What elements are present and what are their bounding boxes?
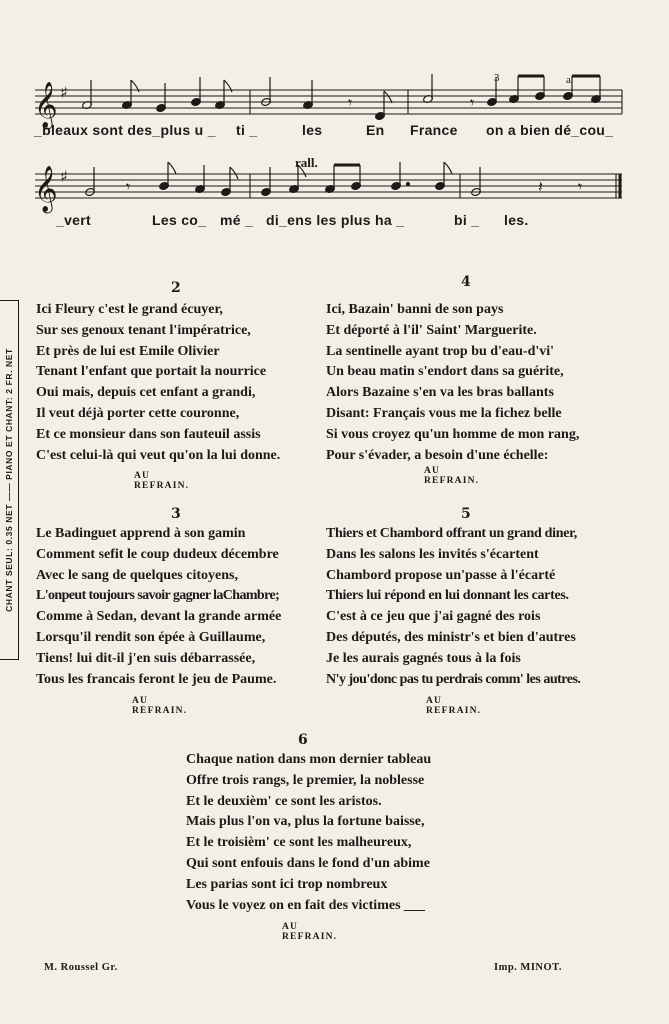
verse-line: Oui mais, depuis cet enfant a grandi, [36,385,256,401]
verse-line: Offre trois rangs, le premier, la noblesse [186,772,425,788]
svg-text:𝄞: 𝄞 [34,82,58,128]
verse-line: Pour s'évader, a besoin d'une échelle: [326,447,549,463]
svg-text:♯: ♯ [60,83,68,102]
lyric-syllable: _vert [56,212,91,228]
refrain-label: AU REFRAIN. [424,466,480,486]
fingering-mark: 3 [494,72,500,84]
price-text: CHANT SEUL: 0.35 NET —— PIANO ET CHANT: 2 FR. NET [4,348,14,612]
verse-line: Comme à Sedan, devant la grande armée [36,609,282,625]
verse-line: Des députés, des ministr's et bien d'autres [326,629,576,645]
verse-line: L'onpeut toujours savoir gagner laChambre; [36,588,280,604]
lyric-syllable: bi _ [454,212,480,228]
lyric-syllable: Les co_ [152,212,207,228]
lyric-syllable: on a bien dé_cou_ [486,122,614,138]
verse-line: Et ce monsieur dans son fauteuil assis [36,426,261,442]
svg-text:𝄾: 𝄾 [578,177,583,196]
verse-line: Avec le sang de quelques citoyens, [36,567,238,583]
verse-line: Et le deuxièm' ce sont les aristos. [186,793,382,809]
engraver-credit: M. Roussel Gr. [44,962,118,973]
music-staff-1 [30,72,625,138]
verse-line: Mais plus l'on va, plus la fortune baisse, [186,814,425,830]
verse-number: 4 [461,274,471,290]
verse-line: Si vous croyez qu'un homme de mon rang, [326,426,580,442]
fingering-mark: a [566,74,571,86]
verse-number: 2 [171,280,181,296]
verse-line: Disant: Français vous me la fichez belle [326,405,562,421]
verse-line: Un beau matin s'endort dans sa guérite, [326,364,564,380]
verse-line: C'est celui-là qui veut qu'on la lui donne. [36,447,281,463]
verse-line: Sur ses genoux tenant l'impératrice, [36,322,251,338]
verse-number: 6 [298,732,308,748]
verse-line: Tiens! lui dit-il j'en suis débarrassée, [36,650,256,666]
verse-line: Alors Bazaine s'en va les bras ballants [326,385,554,401]
verse-line: Tenant l'enfant que portait la nourrice [36,364,267,380]
verse-line: Je les aurais gagnés tous à la fois [326,650,521,666]
svg-text:𝄽: 𝄽 [538,177,543,196]
verse-line: Vous le voyez on en fait des victimes ___ [186,897,426,913]
lyric-syllable: les. [504,212,529,228]
lyric-syllable: France [410,122,458,138]
verse-line: Et près de lui est Emile Olivier [36,343,220,359]
verse-line: C'est à ce jeu que j'ai gagné des rois [326,609,541,625]
verse-line: Qui sont enfouis dans le fond d'un abime [186,855,430,871]
verse-line: Le Badinguet apprend à son gamin [36,526,246,541]
verse-line: Il veut déjà porter cette couronne, [36,405,240,421]
svg-text:𝄾: 𝄾 [470,93,475,112]
verse-line: Dans les salons les invités s'écartent [326,546,539,562]
lyric-syllable: les [302,122,323,138]
verse-line: Comment sefit le coup dudeux décembre [36,546,279,562]
refrain-label: AU REFRAIN. [132,696,188,716]
printer-credit: Imp. MINOT. [494,962,563,973]
price-label [0,300,19,660]
refrain-label: AU REFRAIN. [426,696,482,716]
refrain-label: AU REFRAIN. [134,471,190,491]
verse-line: Et le troisièm' ce sont les malheureux, [186,835,412,851]
svg-text:𝄾: 𝄾 [126,177,131,196]
verse-line: La sentinelle ayant trop bu d'eau-d'vi' [326,343,555,359]
verse-line: Thiers et Chambord offrant un grand diner, [326,526,577,541]
lyric-syllable: _bleaux sont des_plus u _ [34,122,216,138]
verse-number: 5 [461,506,471,522]
lyric-syllable: di_ens les plus ha _ [266,212,405,228]
verse-line: Lorsqu'il rendit son épée à Guillaume, [36,629,266,645]
lyric-syllable: En [366,122,385,138]
verse-line: Et déporté à l'il' Saint' Marguerite. [326,322,537,338]
music-staff-2 [30,162,625,228]
refrain-label: AU REFRAIN. [282,922,338,942]
verse-number: 3 [171,506,181,522]
tempo-marking: rall. [295,155,318,170]
verse-line: Les parias sont ici trop nombreux [186,876,388,892]
verse-line: N'y jou'donc pas tu perdrais comm' les autres. [326,671,581,687]
svg-text:𝄾: 𝄾 [348,93,353,112]
verse-line: Chaque nation dans mon dernier tableau [186,752,432,767]
verse-line: Thiers lui répond en lui donnant les cartes. [326,588,569,604]
lyric-syllable: mé _ [220,212,254,228]
verse-line: Ici, Bazain' banni de son pays [326,302,504,317]
svg-text:♯: ♯ [60,167,68,186]
verse-line: Ici Fleury c'est le grand écuyer, [36,302,223,317]
lyric-syllable: ti _ [236,122,258,138]
svg-text:𝄞: 𝄞 [34,166,58,212]
verse-line: Chambord propose un'passe à l'écarté [326,567,556,583]
verse-line: Tous les francais feront le jeu de Paume. [36,671,277,687]
